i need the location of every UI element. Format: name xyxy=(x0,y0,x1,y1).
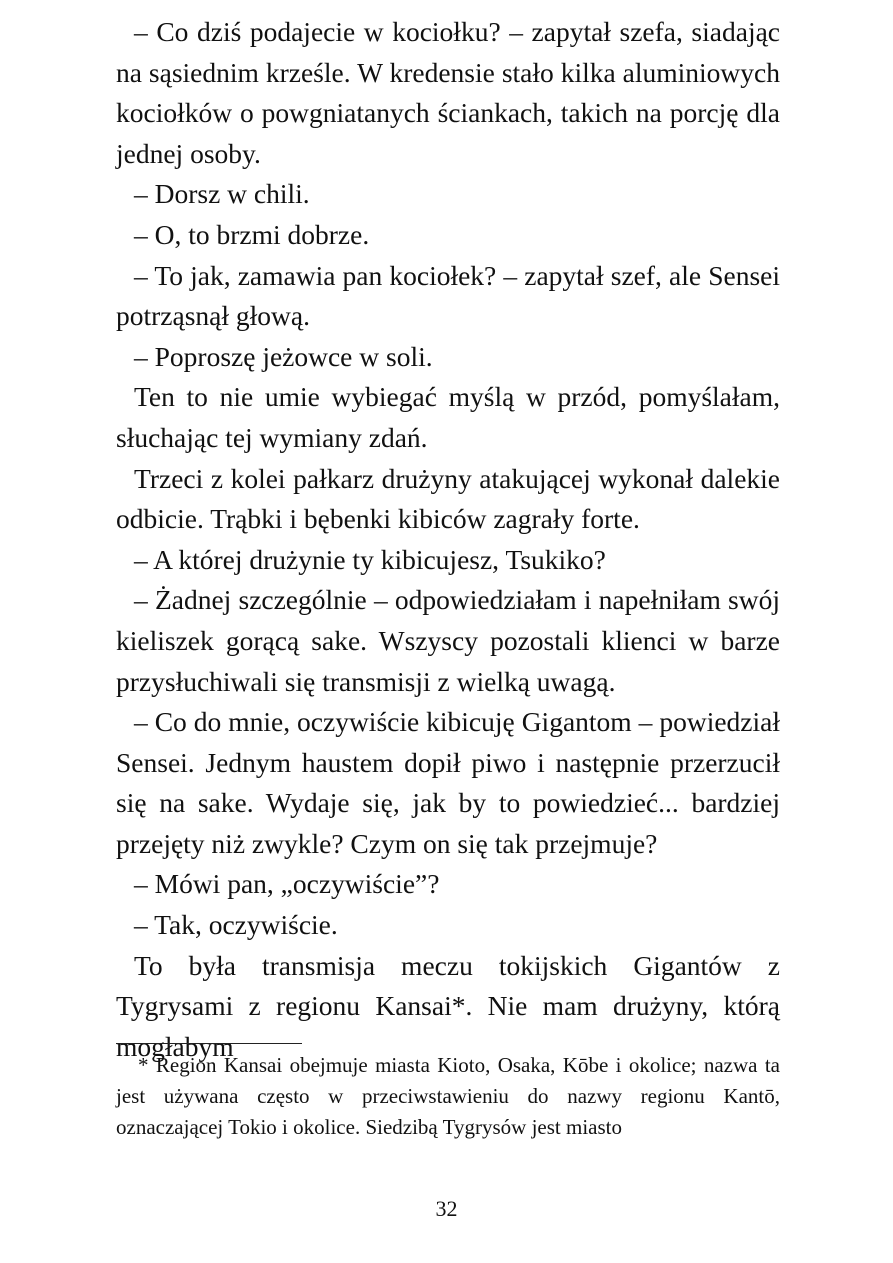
footnote: * Region Kansai obejmuje miasta Kioto, Osaka, Kōbe i okolice; nazwa ta jest używana często w przeciwstawieniu do nazwy regionu Kantō, oznaczającej Tokio i okolice. Siedzibą Tygrysów jest miasto xyxy=(116,1053,780,1139)
paragraph-4: – To jak, zamawia pan kociołek? – zapytał szef, ale Sensei potrząsnął głową. xyxy=(116,259,780,332)
paragraph-8: – A której drużynie ty kibicujesz, Tsukiko? xyxy=(134,543,606,575)
paragraph-5: – Poproszę jeżowce w soli. xyxy=(134,340,433,372)
paragraph-6: Ten to nie umie wybiegać myślą w przód, pomyślałam, słuchając tej wymiany zdań. xyxy=(116,381,780,453)
paragraph-10: – Co do mnie, oczywiście kibicuję Gigantom – powiedział Sensei. Jednym haustem dopił piwo i następnie przerzucił się na sake. Wydaje się, jak by to powiedzieć... bardziej przejęty niż zwykle? Czym on się tak przejmuje? xyxy=(116,706,780,859)
body-text xyxy=(116,12,780,1067)
paragraph-13: To była transmisja meczu tokijskich Gigantów z Tygrysami z regionu Kansai*. Nie mam drużyny, którą mogłabym xyxy=(116,949,780,1062)
page xyxy=(116,12,780,1067)
paragraph-2: – Dorsz w chili. xyxy=(134,178,310,210)
paragraph-9: – Żadnej szczególnie – odpowiedziałam i napełniłam swój kieliszek gorącą sake. Wszyscy pozostali klienci w barze przysłuchiwali się transmisji z wielką uwagą. xyxy=(116,584,780,697)
footnote-rule xyxy=(116,1043,302,1044)
paragraph-3: – O, to brzmi dobrze. xyxy=(134,218,370,250)
paragraph-11: – Mówi pan, „oczywiście”? xyxy=(134,868,440,900)
paragraph-12: – Tak, oczywiście. xyxy=(134,909,338,941)
page-number: 32 xyxy=(435,1196,458,1221)
paragraph-1: – Co dziś podajecie w kociołku? – zapytał szefa, siadając na sąsiednim krześle. W kredensie stało kilka aluminiowych kociołków o powgniatanych ściankach, takich na porcję dla jednej osoby. xyxy=(116,16,780,169)
paragraph-7: Trzeci z kolei pałkarz drużyny atakującej wykonał dalekie odbicie. Trąbki i bębenki kibiców zagrały forte. xyxy=(116,462,780,535)
